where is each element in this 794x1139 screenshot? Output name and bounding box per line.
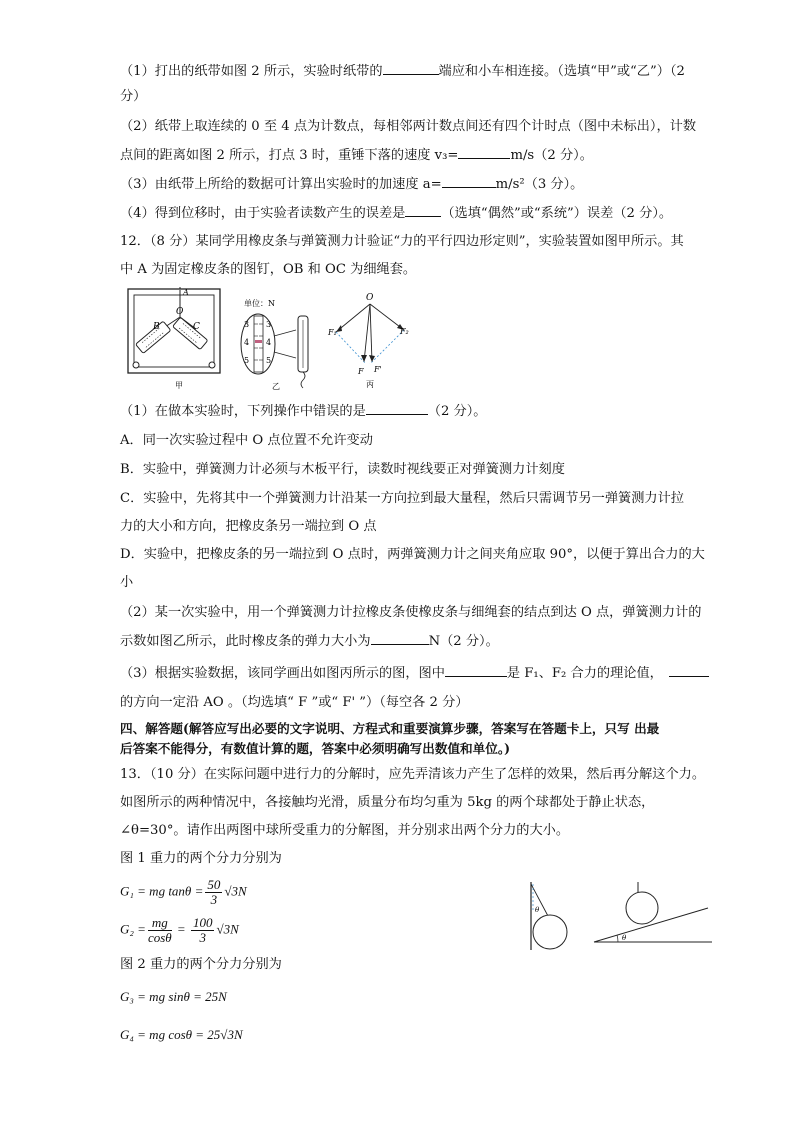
label-B: B xyxy=(153,322,160,332)
label-O-bing: O xyxy=(366,293,374,303)
section4-instructions-line2: 后答案不能得分，有数值计算的题，答案中必须明确写出数值和单位。) xyxy=(120,741,511,756)
label-Fp: F' xyxy=(374,365,382,374)
q11-part2-line1: （2）纸带上取连续的 0 至 4 点为计数点，每相邻两计数点间还有四个计时点（图中未标出），计数 xyxy=(120,119,697,134)
q13-line1: 13．（10 分）在实际问题中进行力的分解时，应先弄清该力产生了怎样的效果，然后再分解这个力。 xyxy=(120,767,706,782)
theta-label-2: θ xyxy=(622,934,627,942)
answer-blank[interactable] xyxy=(458,146,510,159)
option-c-line1: C．实验中，先将其中一个弹簧测力计沿某一方向拉到最大量程，然后只需调节另一弹簧测力计拉 xyxy=(120,491,684,506)
equation-g3: G₃ = mg sinθ = 25N xyxy=(120,989,227,1004)
q12-intro-line1: 12．（8 分）某同学用橡皮条与弹簧测力计验证“力的平行四边形定则”，实验装置如图甲所示。其 xyxy=(120,234,684,249)
answer-blank[interactable] xyxy=(669,664,709,677)
label-O: O xyxy=(176,307,184,317)
label-F1: F₁ xyxy=(328,328,337,337)
option-b: B．实验中，弹簧测力计必须与木板平行，读数时视线要正对弹簧测力计刻度 xyxy=(120,462,565,477)
figure-yi xyxy=(236,296,318,392)
scale-4-right: 4 xyxy=(266,338,272,347)
label-F2: F₂ xyxy=(400,327,409,336)
q11-part2-line2: 点间的距离如图 2 所示，打点 3 时，重锤下落的速度 v₃= m/s（2 分）。 xyxy=(120,148,593,163)
q12-sub3-line2: 的方向一定沿 AO 。（均选填“ F ”或“ F' ”）（每空各 2 分） xyxy=(120,695,469,710)
q13-line2: 如图所示的两种情况中，各接触均光滑，质量分布均匀重为 5kg 的两个球都处于静止状态， xyxy=(120,795,655,810)
scale-5-left: 5 xyxy=(244,356,250,365)
figure-ball-wall xyxy=(528,880,578,952)
q11-part1-line1: （1）打出的纸带如图 2 所示，实验时纸带的 端应和小车相连接。（选填“甲”或“乙”）（2 xyxy=(120,64,685,79)
q13-line3: ∠θ=30°。请作出两图中球所受重力的分解图，并分别求出两个分力的大小。 xyxy=(120,823,570,838)
q11-part3: （3）由纸带上所给的数据可计算出实验时的加速度 a= m/s²（3 分）。 xyxy=(120,177,584,192)
label-unit: 单位：N xyxy=(244,299,275,308)
label-A: A xyxy=(183,288,189,297)
label-F: F xyxy=(358,367,364,376)
answer-blank[interactable] xyxy=(445,664,507,677)
answer-blank[interactable] xyxy=(366,402,428,415)
q12-sub2-line1: （2）某一次实验中，用一个弹簧测力计拉橡皮条使橡皮条与细绳套的结点到达 O 点，弹簧测力计的 xyxy=(120,605,702,620)
answer-blank[interactable] xyxy=(371,632,429,645)
fig1-heading: 图 1 重力的两个分力分别为 xyxy=(120,851,282,866)
q12-intro-line2: 中 A 为固定橡皮条的图钉，OB 和 OC 为细绳套。 xyxy=(120,262,417,277)
q11-part1-line2: 分） xyxy=(120,89,147,104)
theta-label-1: θ xyxy=(535,906,540,914)
scale-5-right: 5 xyxy=(266,356,272,365)
fig2-heading: 图 2 重力的两个分力分别为 xyxy=(120,957,282,972)
label-yi: 乙 xyxy=(272,382,280,391)
q12-sub3-line1: （3）根据实验数据，该同学画出如图丙所示的图，图中 是 F₁、F₂ 合力的理论值， xyxy=(120,664,709,683)
figure-bing xyxy=(322,290,420,390)
option-d-line2: 小 xyxy=(120,575,134,590)
section4-instructions-line1: 四、解答题(解答应写出必要的文字说明、方程式和重要演算步骤，答案写在答题卡上，只写 出最 xyxy=(120,721,660,736)
scale-3-left: 3 xyxy=(244,320,250,329)
answer-blank[interactable] xyxy=(442,175,496,188)
figure-ball-incline xyxy=(592,880,716,948)
figure-jia xyxy=(126,287,228,391)
option-c-line2: 力的大小和方向，把橡皮条另一端拉到 O 点 xyxy=(120,519,377,534)
option-a: A．同一次实验过程中 O 点位置不允许变动 xyxy=(120,433,373,448)
q11-part4: （4）得到位移时，由于实验者读数产生的误差是 （选填“偶然”或“系统”）误差（2 分）。 xyxy=(120,206,673,221)
answer-blank[interactable] xyxy=(405,204,441,217)
equation-g1: G₁ = mg tanθ = $\frac{50}{3}$ √3N xyxy=(120,877,247,907)
label-C: C xyxy=(193,322,200,332)
scale-4-left: 4 xyxy=(244,338,250,347)
option-d-line1: D．实验中，把橡皮条的另一端拉到 O 点时，两弹簧测力计之间夹角应取 90°，以便于算出合力的大 xyxy=(120,547,705,562)
label-jia: 甲 xyxy=(175,381,183,390)
equation-g4: G₄ = mg cosθ = 25√3N xyxy=(120,1027,243,1042)
label-bing: 丙 xyxy=(366,380,374,389)
equation-g2: G₂ = $\frac{mg}{\cos\theta}$ = $\frac{100}{3}$ √3N xyxy=(120,915,239,945)
answer-blank[interactable] xyxy=(383,62,439,75)
q12-sub1: （1）在做本实验时，下列操作中错误的是 （2 分）。 xyxy=(120,404,487,419)
q12-sub2-line2: 示数如图乙所示，此时橡皮条的弹力大小为 N（2 分）。 xyxy=(120,634,499,649)
scale-3-right: 3 xyxy=(266,320,272,329)
